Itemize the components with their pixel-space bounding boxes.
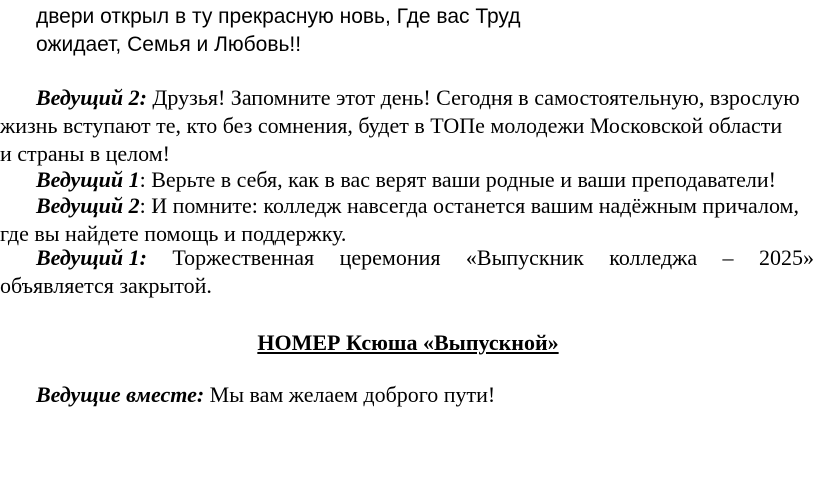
paragraph-text: Друзья! Запомните этот день! Сегодня в самостоятельную, взрослую	[146, 85, 800, 110]
closing-word-6: 2025»	[758, 245, 814, 270]
speaker-label: Ведущий 1	[36, 167, 140, 192]
closing-word-1: Торжественная	[172, 245, 315, 270]
speaker-label: Ведущий 2	[36, 193, 140, 218]
paragraph-line	[0, 166, 814, 194]
paragraph-host2-remember	[0, 192, 814, 220]
paragraph-host1-closing	[36, 244, 814, 272]
paragraph-host2-intro	[0, 84, 814, 112]
paragraph-line	[0, 192, 814, 220]
speaker-label: Ведущий 1:	[36, 245, 147, 270]
paragraph-line	[0, 381, 814, 409]
paragraph-host1-believe	[0, 166, 814, 194]
section-heading: НОМЕР Ксюша «Выпускной»	[257, 330, 559, 355]
speaker-label: Ведущий 2:	[36, 85, 147, 110]
poem-line-2: ожидает, Семья и Любовь!!	[36, 33, 302, 56]
paragraph-text: объявляется закрытой.	[0, 273, 212, 298]
speaker-label: Ведущие вместе:	[36, 382, 205, 407]
closing-word-5: –	[722, 245, 734, 270]
poem-line-1: двери открыл в ту прекрасную новь, Где вас Труд	[36, 5, 521, 28]
closing-word-4: колледжа	[609, 245, 698, 270]
paragraph-line	[0, 84, 814, 112]
paragraph-hosts-together	[0, 381, 814, 409]
paragraph-text: где вы найдете помощь и поддержку.	[0, 221, 347, 246]
paragraph-text: Мы вам желаем доброго пути!	[204, 382, 496, 407]
closing-word-3: «Выпускник	[465, 245, 584, 270]
closing-word-2: церемония	[339, 245, 441, 270]
paragraph-text: : Верьте в себя, как в вас верят ваши родные и ваши преподаватели!	[139, 167, 776, 192]
paragraph-host1-closing-line-2	[0, 272, 814, 300]
paragraph-host2-line-2	[0, 112, 814, 140]
paragraph-text: : И помните: колледж навсегда останется вашим надёжным причалом,	[139, 193, 799, 218]
paragraph-text: и страны в целом!	[0, 141, 170, 166]
paragraph-host2-line-3	[0, 140, 814, 168]
paragraph-text: жизнь вступают те, кто без сомнения, будет в ТОПе молодежи Московской области	[0, 113, 783, 138]
